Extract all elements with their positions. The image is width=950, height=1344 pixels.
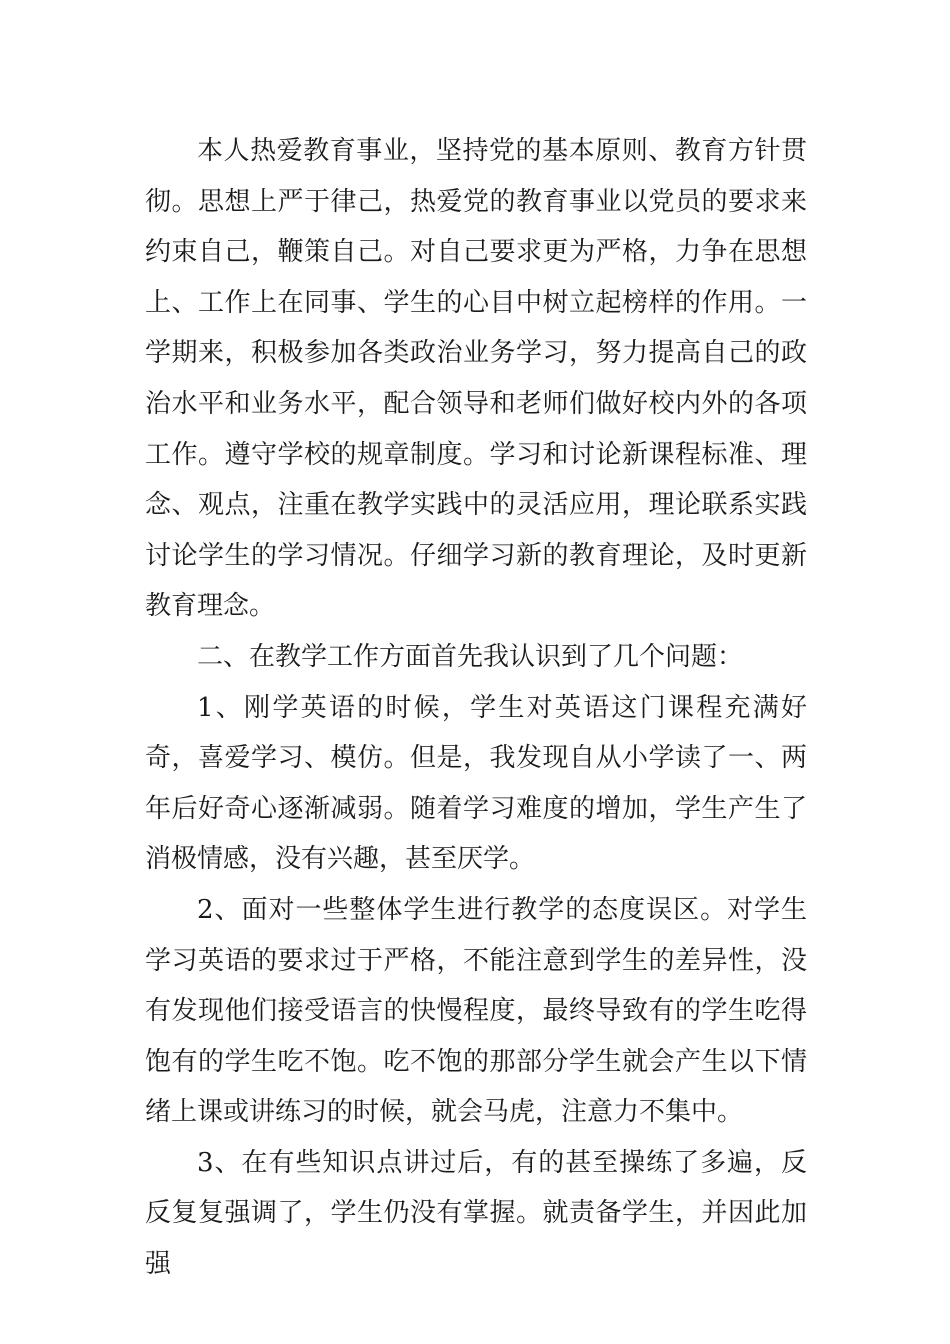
paragraph-section-two-heading: 二、在教学工作方面首先我认识到了几个问题： (197, 641, 744, 672)
document-page (145, 126, 807, 1290)
paragraph-item-3: 3、在有些知识点讲过后，有的甚至操练了多遍，反反复复强调了，学生仍没有掌握。就责备学生，并因此加强 (145, 1147, 807, 1280)
paragraph-intro: 本人热爱教育事业，坚持党的基本原则、教育方针贯彻。思想上严于律己，热爱党的教育事业以党员的要求来约束自己，鞭策自己。对自己要求更为严格，力争在思想上、工作上在同事、学生的心目中树立起榜样的作用。一学期来，积极参加各类政治业务学习，努力提高自己的政治水平和业务水平，配合领导和老师们做好校内外的各项工作。遵守学校的规章制度。学习和讨论新课程标准、理念、观点，注重在教学实践中的灵活应用，理论联系实践讨论学生的学习情况。仔细学习新的教育理论，及时更新教育理念。 (145, 136, 807, 622)
paragraph-item-1: 1、刚学英语的时候，学生对英语这门课程充满好奇，喜爱学习、模仿。但是，我发现自从小学读了一、两年后好奇心逐渐减弱。随着学习难度的增加，学生产生了消极情感，没有兴趣，甚至厌学。 (145, 692, 807, 875)
paragraph-item-2: 2、面对一些整体学生进行教学的态度误区。对学生学习英语的要求过于严格，不能注意到学生的差异性，没有发现他们接受语言的快慢程度，最终导致有的学生吃得饱有的学生吃不饱。吃不饱的那部分学生就会产生以下情绪上课或讲练习的时候，就会马虎，注意力不集中。 (145, 894, 807, 1128)
